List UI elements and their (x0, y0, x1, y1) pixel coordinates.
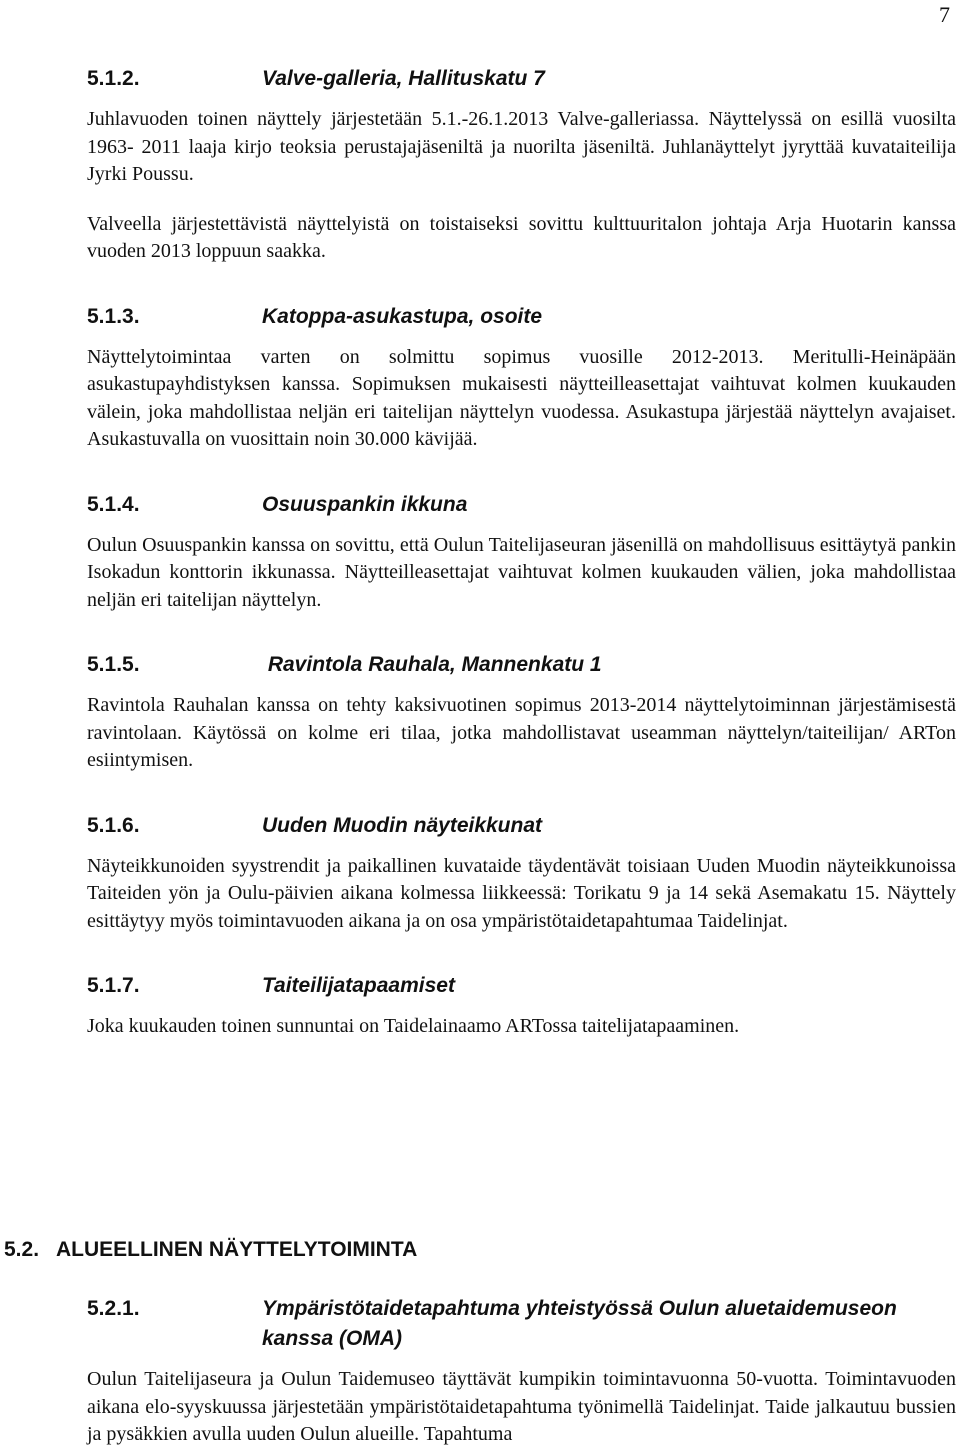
section-title: Osuuspankin ikkuna (262, 492, 468, 516)
section-heading (87, 811, 956, 841)
section-number: 5.1.7. (87, 974, 140, 997)
section-number: 5.1.2. (87, 67, 140, 90)
section-5-1-3 (87, 302, 956, 454)
section-number: 5.1.6. (87, 813, 140, 837)
section-heading (87, 64, 956, 94)
section-title: Ympäristötaidetapahtuma yhteistyössä Oulun aluetaidemuseon kanssa (OMA) (262, 1297, 897, 1350)
section-title: Katoppa-asukastupa, osoite (262, 304, 543, 328)
section-5-1-6 (87, 811, 956, 936)
section-title: Taiteilijatapaamiset (262, 974, 455, 997)
page-number: 7 (939, 2, 950, 27)
section-heading (87, 1294, 956, 1354)
section-title: Ravintola Rauhala, Mannenkatu 1 (262, 653, 602, 676)
paragraph: Valveella järjestettävistä näyttelyistä on toistaiseksi sovittu kulttuuritalon johtaja Arja Huotarin kanssa vuoden 2013 loppuun saakka. (87, 212, 956, 262)
section-title: Uuden Muodin näyteikkunat (262, 813, 543, 837)
paragraph: Ravintola Rauhalan kanssa on tehty kaksivuotinen sopimus 2013-2014 näyttelytoiminnan järjestämisestä ravintolaan. Käytössä on kolme eri tilaa, jotka mahdollistavat useamman näyttelyn/taiteilijan/ ARTon esiintymisen. (87, 694, 956, 771)
section-number: 5.1.5. (87, 653, 140, 676)
chapter-title: ALUEELLINEN NÄYTTELYTOIMINTA (56, 1238, 418, 1261)
section-heading (87, 650, 956, 680)
chapter-heading (4, 1235, 417, 1265)
section-heading (87, 302, 956, 332)
section-heading (87, 490, 956, 520)
paragraph: Joka kuukauden toinen sunnuntai on Taidelainaamo ARTossa taitelijatapaaminen. (87, 1015, 740, 1037)
section-5-1-2 (87, 64, 956, 266)
section-number: 5.2.1. (87, 1297, 140, 1320)
section-heading (87, 971, 956, 1001)
section-5-1-4 (87, 490, 956, 615)
section-number: 5.1.3. (87, 304, 140, 328)
section-title: Valve-galleria, Hallituskatu 7 (262, 67, 545, 90)
paragraph: Oulun Osuuspankin kanssa on sovittu, että Oulun Taitelijaseuran jäsenillä on mahdollisuus esittäytyä pankin Isokadun konttorin ikkunassa. Näytteilleasettajat vaihtuvat kolmen kuukauden välien, joka mahdollistaa neljän eri taitelijan näyttelyn. (87, 533, 956, 611)
section-number: 5.1.4. (87, 492, 140, 516)
document-body (87, 64, 956, 1077)
paragraph: Näyteikkunoiden syystrendit ja paikallinen kuvataide täydentävät toisiaan Uuden Muodin näyteikkunoissa Taiteiden yön ja Oulu-päivien aikana kolmessa liikkeessä: Torikatu 9 ja 14 sekä Asemakatu 15. Näyttely esittäytyy myös toimintavuoden aikana ja on osa ympäristötaidetapahtumaa Taidelinjat. (87, 854, 956, 932)
paragraph: Juhlavuoden toinen näyttely järjestetään 5.1.-26.1.2013 Valve-galleriassa. Näyttelyssä on esillä vuosilta 1963- 2011 laaja kirjo teoksia perustajajäseniltä ja nuorilta jäseniltä. Juhlanäyttelyt jyryttää kuvataiteilija Jyrki Poussu. (87, 108, 956, 185)
paragraph: Oulun Taitelijaseura ja Oulun Taidemuseo täyttävät kumpikin toimintavuonna 50-vuotta. Toimintavuoden aikana elo-syyskuussa järjestetään ympäristötaidetapahtuma työnimellä Taidelinjat. Taide jalkautuu bussien ja pysäkkien avulla uuden Oulun alueille. Tapahtuma (87, 1368, 956, 1445)
section-5-1-5 (87, 650, 956, 775)
section-5-1-7 (87, 971, 956, 1041)
section-5-2-1 (87, 1294, 956, 1449)
chapter-number: 5.2. (4, 1238, 40, 1261)
paragraph: Näyttelytoimintaa varten on solmittu sopimus vuosille 2012-2013. Meritulli-Heinäpään asukastupayhdistyksen kanssa. Sopimuksen mukaisesti näytteilleasettajat vaihtuvat kolmen kuukauden välein, joka mahdollistaa neljän eri taitelijan näyttelyn vuodessa. Asukastupa järjestää näyttelyn avajaiset. Asukastuvalla on vuosittain noin 30.000 kävijää. (87, 345, 956, 450)
